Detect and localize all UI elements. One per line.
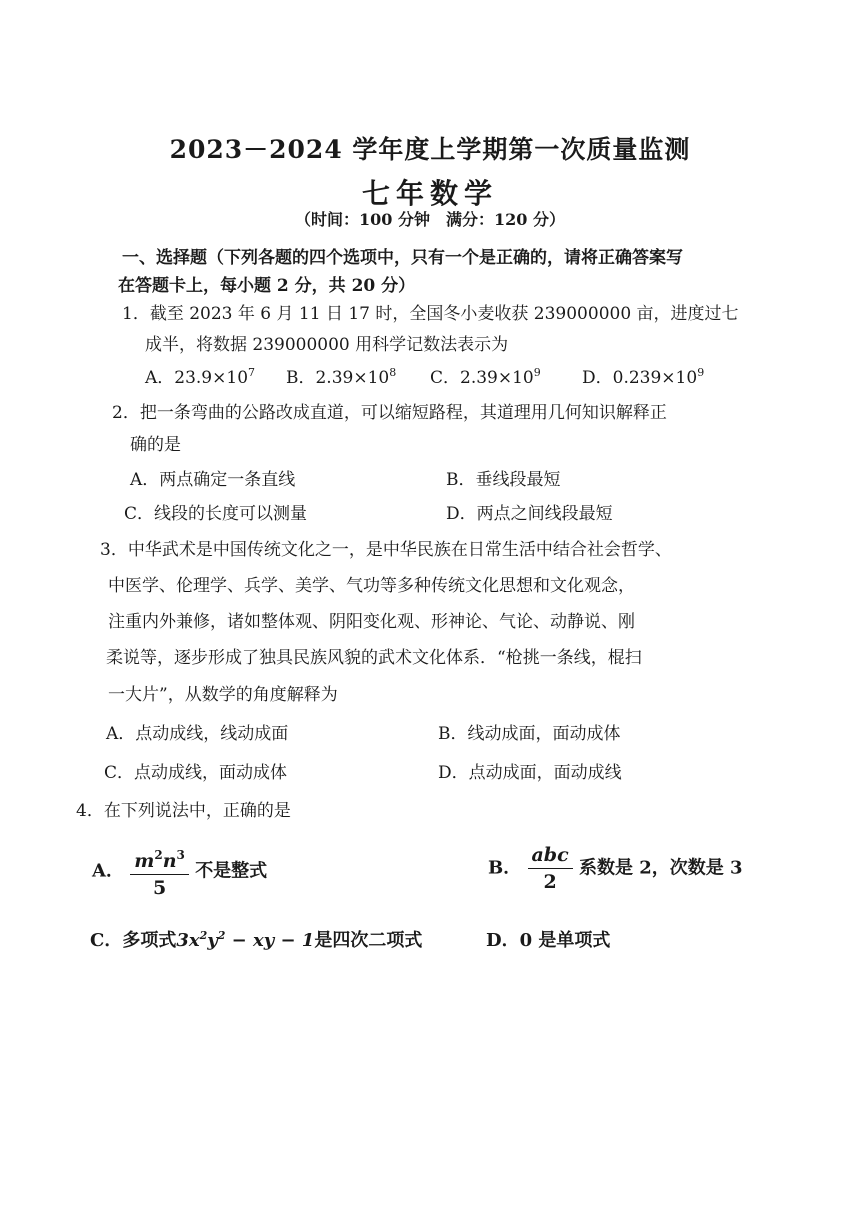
q1-option-c: C．$2.39\times 10^9$ xyxy=(430,366,541,388)
exam-meta: （时间：100 分钟 满分：120 分） xyxy=(295,210,565,229)
q2-line2: 确的是 xyxy=(130,435,181,455)
q4-option-a-fraction: $\frac{m^2n^3}{5}$ xyxy=(130,842,189,901)
q1-option-a: A．$23.9\times 10^7$ xyxy=(145,366,256,388)
q3-line5: 一大片”，从数学的角度解释为 xyxy=(108,685,338,705)
q2-option-c: C．线段的长度可以测量 xyxy=(124,504,308,524)
q1-option-b: B．$2.39\times 10^8$ xyxy=(286,366,397,388)
q3-option-b: B．线动成面，面动成体 xyxy=(438,724,621,744)
q2-line1: 2．把一条弯曲的公路改成直道，可以缩短路程，其道理用几何知识解释正 xyxy=(112,403,667,423)
section-instruction-line1: 一、选择题（下列各题的四个选项中，只有一个是正确的，请将正确答案写 xyxy=(122,248,683,268)
exam-title: 2023－2024 学年度上学期第一次质量监测 xyxy=(169,135,691,164)
q2-option-d: D．两点之间线段最短 xyxy=(446,504,613,524)
q4-option-a: A． $\frac{m^2n^3}{5}$ 不是整式 xyxy=(92,842,267,901)
q4-option-b: B． $\frac{\text{abc}}{2}$ 系数是 2，次数是 3 xyxy=(488,844,743,893)
section-instruction-line2: 在答题卡上，每小题 2 分，共 20 分） xyxy=(118,276,416,296)
q3-line1: 3．中华武术是中国传统文化之一，是中华民族在日常生活中结合社会哲学、 xyxy=(100,540,672,560)
q4-option-c: C．多项式$3x^2y^2$ − xy − 1是四次二项式 xyxy=(90,929,423,951)
exam-subtitle: 七年数学 xyxy=(361,177,498,210)
q3-line3: 注重内外兼修，诸如整体观、阴阳变化观、形神论、气论、动静说、刚 xyxy=(108,612,635,632)
q3-line4: 柔说等，逐步形成了独具民族风貌的武术文化体系．“枪挑一条线，棍扫 xyxy=(106,648,642,668)
q3-line2: 中医学、伦理学、兵学、美学、气功等多种传统文化思想和文化观念， xyxy=(108,576,635,596)
q4-stem: 4．在下列说法中，正确的是 xyxy=(76,801,291,821)
q1-option-d: D．$0.239\times 10^9$ xyxy=(582,366,705,388)
q1-line1: 1．截至 2023 年 6 月 11 日 17 时，全国冬小麦收获 239000000 亩，进度过七 xyxy=(122,304,739,324)
q2-option-a: A．两点确定一条直线 xyxy=(130,470,296,490)
q2-option-b: B．垂线段最短 xyxy=(446,470,561,490)
q1-line2: 成半，将数据 239000000 用科学记数法表示为 xyxy=(145,335,509,355)
q4-option-d: D．0 是单项式 xyxy=(486,930,611,951)
q3-option-c: C．点动成线，面动成体 xyxy=(104,763,288,783)
q4-option-b-fraction: $\frac{\text{abc}}{2}$ xyxy=(528,842,573,895)
q4-option-c-expression: $3x^2y^2$ − xy − 1 xyxy=(176,929,315,951)
q3-option-d: D．点动成面，面动成线 xyxy=(438,763,622,783)
q3-option-a: A．点动成线，线动成面 xyxy=(106,724,289,744)
